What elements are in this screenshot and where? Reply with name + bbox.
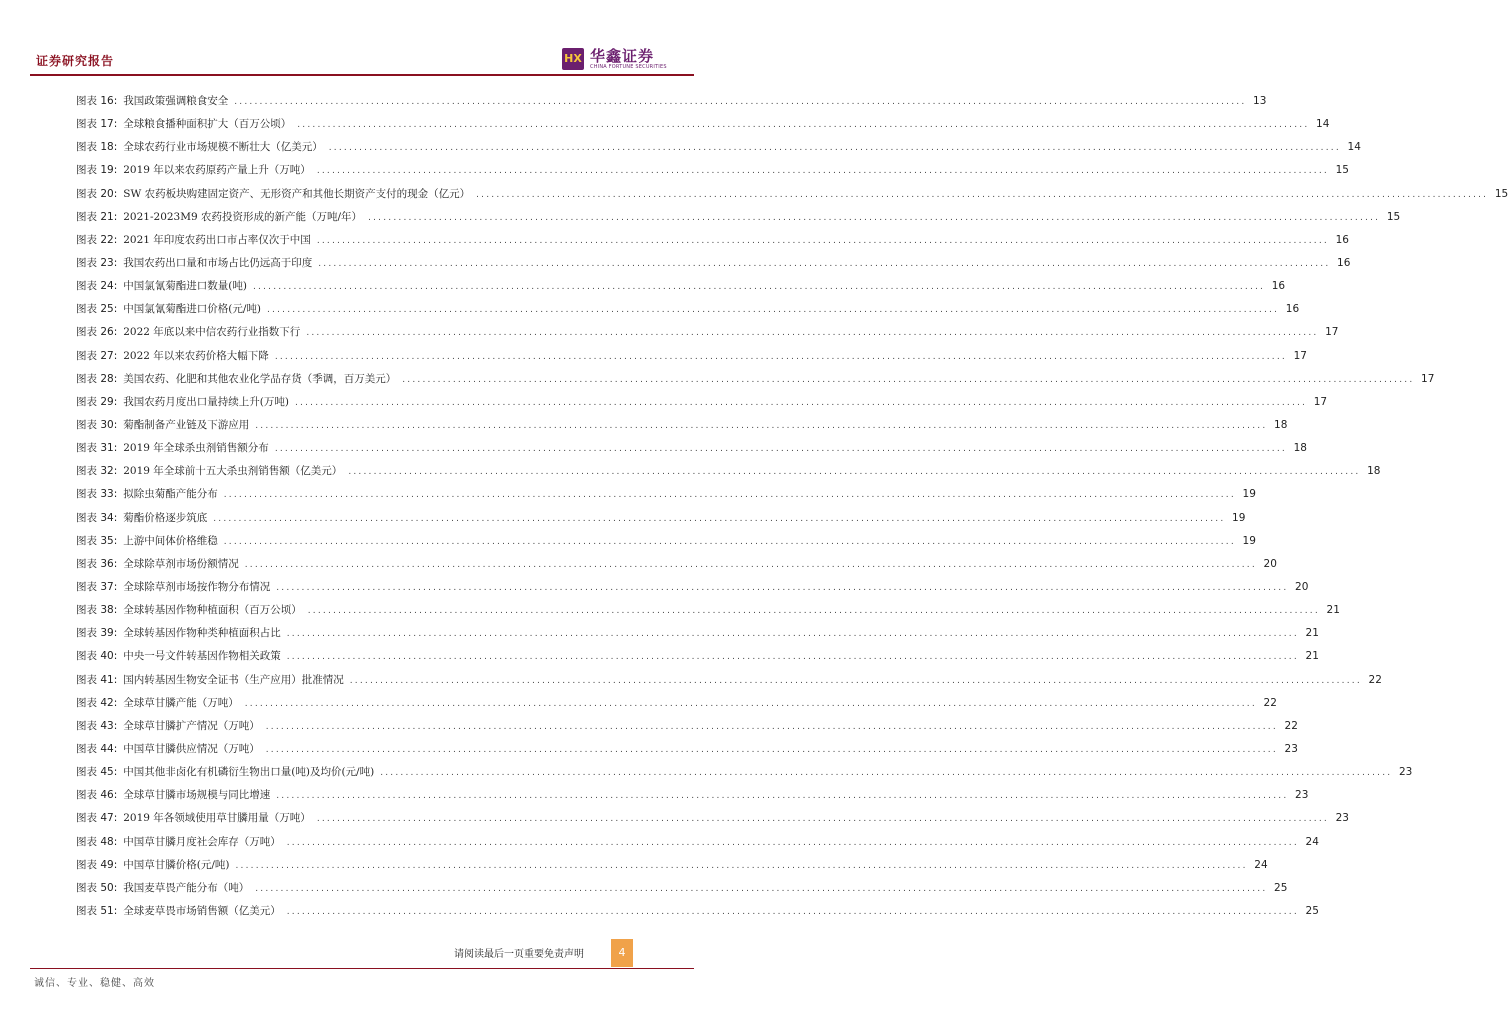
- toc-entry-label: 图表 41:: [76, 673, 118, 686]
- toc-entry-title: 全球麦草畏市场销售额（亿美元）: [123, 904, 281, 917]
- toc-entry-label: 图表 49:: [76, 858, 118, 871]
- toc-dot-leader: ........................................................................................................................................................................................................: [235, 860, 1248, 871]
- toc-entry-page: 15: [1335, 164, 1349, 177]
- toc-entry-page: 23: [1398, 766, 1413, 779]
- toc-entry-title: 中国其他非卤化有机磷衍生物出口量(吨)及均价(元/吨): [123, 766, 375, 779]
- toc-entry[interactable]: [76, 483, 1256, 506]
- footer-slogan: 诚信、专业、稳健、高效: [34, 978, 155, 989]
- toc-entry-title: 我国政策强调粮食安全: [123, 95, 229, 107]
- toc-entry[interactable]: [76, 576, 1309, 599]
- toc-entry-page: 18: [1293, 442, 1307, 455]
- toc-entry-page: 21: [1305, 650, 1319, 663]
- toc-entry-label: 图表 43:: [76, 719, 118, 732]
- toc-entry-label: 图表 27:: [76, 349, 118, 362]
- toc-entry[interactable]: [76, 368, 1435, 391]
- toc-entry-page: 25: [1305, 904, 1319, 917]
- toc-dot-leader: ........................................................................................................................................................................................................: [286, 652, 1299, 663]
- toc-entry-title: 全球转基因作物种植面积（百万公顷）: [123, 604, 302, 617]
- toc-dot-leader: ........................................................................................................................................................................................................: [316, 166, 1329, 177]
- toc-dot-leader: ........................................................................................................................................................................................................: [297, 120, 1310, 131]
- toc-dot-leader: ........................................................................................................................................................................................................: [255, 883, 1268, 894]
- toc-entry-page: 23: [1284, 742, 1298, 755]
- toc-entry[interactable]: [76, 460, 1381, 483]
- toc-dot-leader: ........................................................................................................................................................................................................: [266, 305, 1280, 316]
- company-logo: [562, 44, 694, 72]
- toc-entry-label: 图表 30:: [76, 418, 118, 431]
- toc-entry-label: 图表 47:: [76, 812, 118, 825]
- toc-entry-page: 21: [1326, 604, 1340, 617]
- toc-entry[interactable]: [76, 298, 1300, 321]
- toc-dot-leader: ........................................................................................................................................................................................................: [316, 235, 1329, 246]
- toc-dot-leader: ........................................................................................................................................................................................................: [223, 490, 1236, 501]
- toc-entry-title: 中国草甘膦月度社会库存（万吨）: [123, 835, 281, 848]
- toc-dot-leader: ........................................................................................................................................................................................................: [252, 282, 1266, 293]
- toc-entry-label: 图表 38:: [76, 604, 118, 617]
- toc-entry-label: 图表 24:: [76, 280, 118, 293]
- toc-dot-leader: ........................................................................................................................................................................................................: [234, 97, 1247, 107]
- toc-entry-label: 图表 33:: [76, 488, 118, 501]
- toc-entry-label: 图表 45:: [76, 766, 118, 779]
- toc-entry-page: 16: [1335, 233, 1349, 246]
- toc-entry-label: 图表 29:: [76, 395, 118, 408]
- toc-entry-title: 我国农药月度出口量持续上升(万吨): [123, 395, 289, 408]
- toc-entry-title: 全球转基因作物种类种植面积占比: [123, 627, 281, 640]
- toc-entry-page: 18: [1274, 418, 1288, 431]
- toc-entry-label: 图表 28:: [76, 372, 118, 385]
- toc-entry-page: 16: [1285, 303, 1300, 316]
- toc-entry[interactable]: [76, 784, 1309, 807]
- toc-entry[interactable]: [76, 831, 1319, 854]
- toc-entry-page: 16: [1337, 256, 1351, 269]
- toc-dot-leader: ........................................................................................................................................................................................................: [213, 513, 1226, 524]
- toc-entry[interactable]: [76, 738, 1298, 761]
- toc-entry-page: 23: [1335, 812, 1349, 825]
- toc-entry[interactable]: [76, 807, 1349, 830]
- toc-entry-label: 图表 16:: [76, 95, 118, 107]
- toc-entry-title: 2021 年印度农药出口市占率仅次于中国: [123, 233, 311, 246]
- toc-dot-leader: ........................................................................................................................................................................................................: [265, 721, 1278, 732]
- toc-dot-leader: ........................................................................................................................................................................................................: [286, 629, 1299, 640]
- toc-entry-page: 14: [1316, 118, 1330, 131]
- toc-entry-page: 19: [1242, 534, 1256, 547]
- figure-table-of-contents: [76, 90, 1508, 923]
- toc-entry-title: 我国麦草畏产能分布（吨）: [123, 881, 250, 894]
- toc-entry-title: 全球草甘膦扩产情况（万吨）: [123, 719, 260, 732]
- toc-entry-title: 全球草甘膦市场规模与同比增速: [123, 789, 271, 802]
- toc-entry-title: 全球粮食播种面积扩大（百万公顷）: [123, 118, 292, 131]
- toc-entry-title: 2022 年以来农药价格大幅下降: [123, 349, 269, 362]
- toc-entry-label: 图表 31:: [76, 442, 118, 455]
- toc-entry-label: 图表 42:: [76, 696, 118, 709]
- toc-entry-title: 2019 年以来农药原药产量上升（万吨）: [123, 164, 311, 177]
- toc-dot-leader: ........................................................................................................................................................................................................: [349, 675, 1362, 686]
- toc-entry-title: 2022 年底以来中信农药行业指数下行: [123, 326, 301, 339]
- toc-entry[interactable]: [76, 136, 1361, 159]
- toc-entry-page: 14: [1347, 141, 1361, 154]
- toc-entry[interactable]: [76, 113, 1330, 136]
- toc-entry[interactable]: [76, 437, 1307, 460]
- toc-dot-leader: ........................................................................................................................................................................................................: [294, 397, 1308, 408]
- toc-entry-label: 图表 39:: [76, 627, 118, 640]
- toc-entry-page: 22: [1284, 719, 1298, 732]
- disclaimer-notice: 请阅读最后一页重要免责声明: [454, 949, 584, 960]
- toc-entry-page: 18: [1367, 465, 1381, 478]
- toc-entry-title: 中央一号文件转基因作物相关政策: [123, 650, 281, 663]
- logo-mark-icon: HX: [562, 48, 584, 70]
- page-number-badge: 4: [611, 939, 633, 967]
- toc-entry-page: 24: [1254, 858, 1268, 871]
- toc-entry-label: 图表 26:: [76, 326, 118, 339]
- toc-dot-leader: ........................................................................................................................................................................................................: [223, 536, 1236, 547]
- toc-dot-leader: ........................................................................................................................................................................................................: [244, 698, 1257, 709]
- toc-entry-title: SW 农药板块购建固定资产、无形资产和其他长期资产支付的现金（亿元）: [123, 187, 471, 200]
- toc-dot-leader: ........................................................................................................................................................................................................: [316, 814, 1329, 825]
- toc-entry-title: 全球除草剂市场份额情况: [123, 557, 239, 570]
- toc-entry-title: 菊酯价格逐步筑底: [123, 511, 208, 524]
- toc-entry-page: 22: [1368, 673, 1382, 686]
- toc-entry[interactable]: [76, 206, 1401, 229]
- toc-entry[interactable]: [76, 553, 1277, 576]
- toc-entry-label: 图表 40:: [76, 650, 118, 663]
- toc-dot-leader: ........................................................................................................................................................................................................: [276, 582, 1289, 593]
- toc-entry-page: 20: [1263, 557, 1277, 570]
- toc-entry-title: 2021-2023M9 农药投资形成的新产能（万吨/年）: [123, 210, 363, 223]
- toc-dot-leader: ........................................................................................................................................................................................................: [274, 444, 1287, 455]
- toc-entry[interactable]: [76, 692, 1277, 715]
- header-divider: [30, 74, 694, 76]
- toc-dot-leader: ........................................................................................................................................................................................................: [318, 258, 1331, 269]
- toc-dot-leader: ........................................................................................................................................................................................................: [286, 837, 1299, 848]
- toc-entry-title: 2019 年全球前十五大杀虫剂销售额（亿美元）: [123, 465, 343, 478]
- toc-entry-page: 19: [1232, 511, 1246, 524]
- toc-entry-label: 图表 36:: [76, 557, 118, 570]
- toc-entry-page: 25: [1274, 881, 1288, 894]
- toc-entry-page: 17: [1313, 395, 1328, 408]
- toc-entry-label: 图表 35:: [76, 534, 118, 547]
- toc-dot-leader: ........................................................................................................................................................................................................: [380, 768, 1393, 779]
- toc-entry-title: 中国氯氰菊酯进口数量(吨): [123, 280, 247, 293]
- toc-entry-title: 2019 年各领域使用草甘膦用量（万吨）: [123, 812, 311, 825]
- toc-entry[interactable]: [76, 854, 1268, 877]
- toc-dot-leader: ........................................................................................................................................................................................................: [265, 744, 1278, 755]
- toc-entry-label: 图表 22:: [76, 233, 118, 246]
- toc-entry-label: 图表 34:: [76, 511, 118, 524]
- toc-dot-leader: ........................................................................................................................................................................................................: [244, 559, 1257, 570]
- toc-entry[interactable]: [76, 507, 1246, 530]
- toc-entry-page: 15: [1494, 187, 1508, 200]
- toc-entry-title: 中国草甘膦供应情况（万吨）: [123, 742, 260, 755]
- toc-entry[interactable]: [76, 183, 1508, 206]
- report-header-title: 证券研究报告: [36, 54, 115, 68]
- toc-entry[interactable]: [76, 530, 1256, 553]
- toc-entry[interactable]: [76, 229, 1349, 252]
- toc-entry[interactable]: [76, 669, 1382, 692]
- toc-entry-title: 菊酯制备产业链及下游应用: [123, 418, 250, 431]
- toc-entry-title: 上游中间体价格维稳: [123, 534, 218, 547]
- toc-entry-page: 16: [1271, 280, 1286, 293]
- toc-entry-page: 17: [1421, 372, 1435, 385]
- toc-entry-title: 2019 年全球杀虫剂销售额分布: [123, 442, 269, 455]
- toc-entry[interactable]: [76, 900, 1319, 923]
- toc-entry[interactable]: [76, 599, 1340, 622]
- toc-dot-leader: ........................................................................................................................................................................................................: [255, 420, 1268, 431]
- toc-entry-title: 美国农药、化肥和其他农业化学品存货（季调，百万美元）: [123, 372, 397, 385]
- toc-entry[interactable]: [76, 321, 1339, 344]
- footer-divider: [30, 968, 694, 969]
- toc-entry-label: 图表 19:: [76, 164, 118, 177]
- toc-dot-leader: ........................................................................................................................................................................................................: [286, 906, 1299, 917]
- toc-entry[interactable]: [76, 252, 1351, 275]
- toc-entry-page: 17: [1325, 326, 1339, 339]
- toc-entry[interactable]: [76, 90, 1267, 113]
- toc-entry-title: 全球除草剂市场按作物分布情况: [123, 580, 271, 593]
- toc-entry-page: 20: [1295, 580, 1309, 593]
- toc-entry[interactable]: [76, 761, 1413, 784]
- toc-dot-leader: ........................................................................................................................................................................................................: [328, 143, 1341, 154]
- toc-entry-page: 24: [1305, 835, 1319, 848]
- toc-entry-label: 图表 23:: [76, 256, 118, 269]
- toc-entry[interactable]: [76, 159, 1349, 182]
- toc-entry-label: 图表 50:: [76, 881, 118, 894]
- toc-entry-label: 图表 48:: [76, 835, 118, 848]
- toc-entry-title: 中国氯氰菊酯进口价格(元/吨): [123, 303, 261, 316]
- toc-entry-page: 22: [1263, 696, 1277, 709]
- toc-entry[interactable]: [76, 877, 1288, 900]
- toc-dot-leader: ........................................................................................................................................................................................................: [368, 212, 1381, 223]
- toc-entry-page: 21: [1305, 627, 1319, 640]
- toc-entry-label: 图表 46:: [76, 789, 118, 802]
- logo-name-en: CHINA FORTUNE SECURITIES: [590, 64, 667, 70]
- toc-entry-title: 我国农药出口量和市场占比仍远高于印度: [123, 256, 313, 269]
- toc-entry-label: 图表 25:: [76, 303, 118, 316]
- toc-dot-leader: ........................................................................................................................................................................................................: [274, 351, 1287, 362]
- toc-entry[interactable]: [76, 645, 1319, 668]
- toc-entry-page: 23: [1295, 789, 1309, 802]
- toc-entry-label: 图表 17:: [76, 118, 118, 131]
- toc-entry-label: 图表 44:: [76, 742, 118, 755]
- toc-entry-title: 国内转基因生物安全证书（生产应用）批准情况: [123, 673, 344, 686]
- toc-entry[interactable]: [76, 391, 1328, 414]
- toc-entry-label: 图表 20:: [76, 187, 118, 200]
- toc-entry[interactable]: [76, 345, 1307, 368]
- toc-dot-leader: ........................................................................................................................................................................................................: [306, 328, 1319, 339]
- toc-entry[interactable]: [76, 622, 1319, 645]
- toc-entry-label: 图表 51:: [76, 904, 118, 917]
- toc-dot-leader: ........................................................................................................................................................................................................: [476, 189, 1489, 200]
- toc-entry-label: 图表 18:: [76, 141, 118, 154]
- toc-entry[interactable]: [76, 414, 1288, 437]
- toc-dot-leader: ........................................................................................................................................................................................................: [307, 606, 1320, 617]
- toc-entry-label: 图表 32:: [76, 465, 118, 478]
- toc-entry-title: 中国草甘膦价格(元/吨): [123, 858, 230, 871]
- toc-entry[interactable]: [76, 275, 1286, 298]
- toc-entry-title: 拟除虫菊酯产能分布: [123, 488, 218, 501]
- toc-entry-page: 13: [1253, 95, 1267, 107]
- toc-entry[interactable]: [76, 715, 1298, 738]
- toc-entry-label: 图表 21:: [76, 210, 118, 223]
- toc-entry-page: 15: [1386, 210, 1401, 223]
- toc-entry-title: 全球农药行业市场规模不断壮大（亿美元）: [123, 141, 323, 154]
- toc-entry-title: 全球草甘膦产能（万吨）: [123, 696, 239, 709]
- toc-entry-label: 图表 37:: [76, 580, 118, 593]
- toc-dot-leader: ........................................................................................................................................................................................................: [348, 467, 1361, 478]
- logo-name-cn: 华鑫证券: [590, 47, 655, 65]
- toc-dot-leader: ........................................................................................................................................................................................................: [276, 791, 1289, 802]
- toc-entry-page: 17: [1293, 349, 1307, 362]
- toc-dot-leader: ........................................................................................................................................................................................................: [402, 374, 1415, 385]
- toc-entry-page: 19: [1242, 488, 1256, 501]
